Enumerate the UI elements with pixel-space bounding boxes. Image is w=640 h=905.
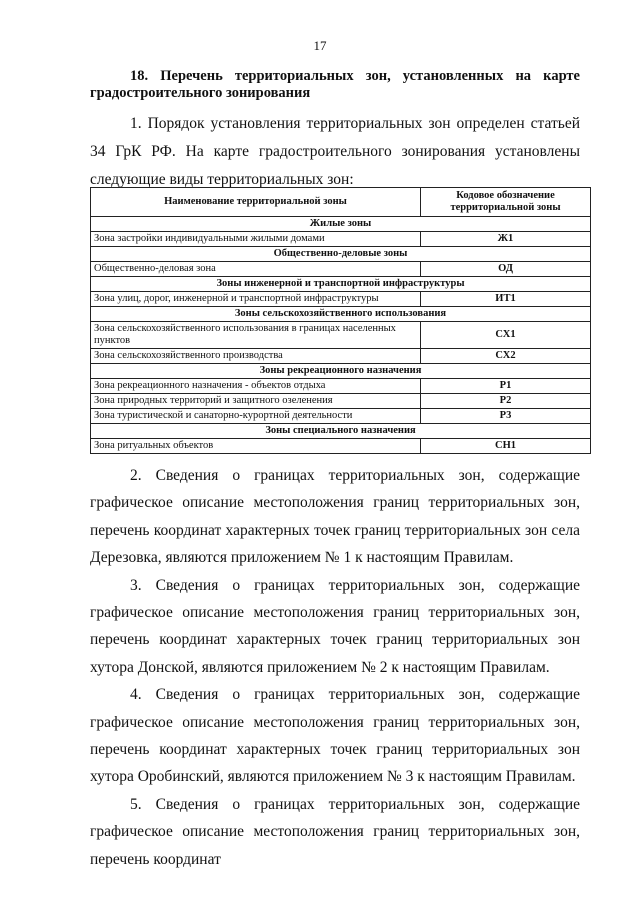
table-row [91, 262, 591, 277]
zone-code: ИТ1 [421, 292, 591, 307]
table-row [91, 349, 591, 364]
table-row [91, 322, 591, 349]
group-title: Зоны специального назначения [91, 424, 591, 439]
zone-code: Р2 [421, 394, 591, 409]
paragraph-2: 2. Сведения о границах территориальных зон, содержащие графическое описание местоположения границ территориальных зон, перечень координат характерных точек границ территориальных зон села Дерезовка, являются приложением № 1 к настоящим Правилам. [90, 467, 580, 567]
section-heading: 18. Перечень территориальных зон, установленных на карте градостроительного зонирования [90, 68, 580, 101]
body-paragraphs [90, 462, 580, 873]
group-title: Зоны сельскохозяйственного использования [91, 307, 591, 322]
group-title: Зоны рекреационного назначения [91, 364, 591, 379]
page-number: 17 [313, 38, 327, 53]
zone-code: Р1 [421, 379, 591, 394]
zone-name: Зона природных территорий и защитного озеленения [91, 394, 421, 409]
zone-name: Общественно-деловая зона [91, 262, 421, 277]
group-title: Жилые зоны [91, 217, 591, 232]
zone-name: Зона улиц, дорог, инженерной и транспортной инфраструктуры [91, 292, 421, 307]
group-row [91, 364, 591, 379]
paragraph-5: 5. Сведения о границах территориальных зон, содержащие графическое описание местоположения границ территориальных зон, перечень координат [90, 795, 580, 868]
group-row [91, 277, 591, 292]
group-title: Общественно-деловые зоны [91, 247, 591, 262]
table-row [91, 439, 591, 454]
group-row [91, 217, 591, 232]
zone-code: СХ1 [421, 322, 591, 349]
header-zone-code: Кодовое обозначение территориальной зоны [421, 188, 591, 217]
table-row [91, 232, 591, 247]
group-title: Зоны инженерной и транспортной инфраструктуры [91, 277, 591, 292]
zone-code: ОД [421, 262, 591, 277]
zone-name: Зона ритуальных объектов [91, 439, 421, 454]
header-zone-name: Наименование территориальной зоны [91, 188, 421, 217]
paragraph-4: 4. Сведения о границах территориальных зон, содержащие графическое описание местоположения границ территориальных зон, перечень координат характерных точек границ территориальных зон хутора Оробинский, являются приложением № 3 к настоящим Правилам. [90, 686, 580, 786]
zone-name: Зона застройки индивидуальными жилыми домами [91, 232, 421, 247]
zone-name: Зона сельскохозяйственного использования в границах населенных пунктов [91, 322, 421, 349]
table-row [91, 292, 591, 307]
group-row [91, 247, 591, 262]
table-row [91, 379, 591, 394]
zone-code: СХ2 [421, 349, 591, 364]
paragraph-3: 3. Сведения о границах территориальных зон, содержащие графическое описание местоположения границ территориальных зон, перечень координат характерных точек границ территориальных зон хутора Донской, являются приложением № 2 к настоящим Правилам. [90, 576, 580, 676]
zone-name: Зона сельскохозяйственного производства [91, 349, 421, 364]
group-row [91, 424, 591, 439]
intro-paragraph: 1. Порядок установления территориальных зон определен статьей 34 ГрК РФ. На карте градостроительного зонирования установлены следующие виды территориальных зон: [90, 115, 580, 188]
zones-table [90, 187, 591, 454]
zone-name: Зона рекреационного назначения - объектов отдыха [91, 379, 421, 394]
table-row [91, 394, 591, 409]
table-header-row [91, 188, 591, 217]
zone-code: Р3 [421, 409, 591, 424]
zone-code: СН1 [421, 439, 591, 454]
group-row [91, 307, 591, 322]
zone-name: Зона туристической и санаторно-курортной деятельности [91, 409, 421, 424]
table-row [91, 409, 591, 424]
zone-code: Ж1 [421, 232, 591, 247]
